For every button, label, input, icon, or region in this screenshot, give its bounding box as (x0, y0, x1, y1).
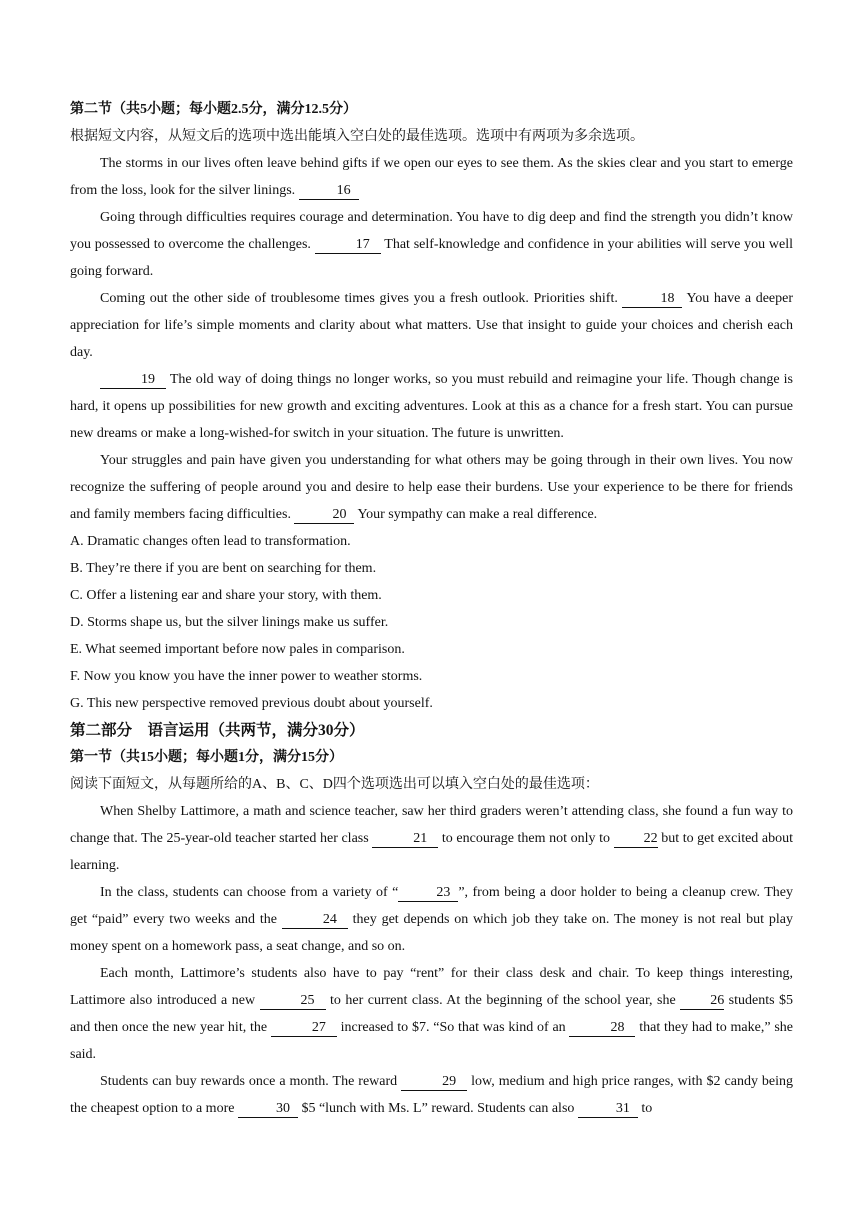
blank-26[interactable]: 26 (680, 992, 724, 1010)
option-e: E. What seemed important before now pales in comparison. (70, 642, 405, 657)
cloze-instruction: 阅读下面短文，从每题所给的A、B、C、D四个选项选出可以填入空白处的最佳选项： (70, 777, 599, 792)
blank-18[interactable]: 18 (622, 290, 682, 308)
paragraph-text: to her current class. At the beginning of the school year, she (330, 993, 676, 1008)
paragraph-text: In the class, students can choose from a variety of “ (100, 885, 399, 900)
paragraph-text: The old way of doing things no longer works, so you must rebuild and reimagine your life. Though change is hard, it opens up possibilities for new growth and exciting adventures. Look at this as a chance for a fresh start. You can pursue new dreams or make a long-wished-for switch in your situation. The future is unwritten. (70, 372, 794, 441)
paragraph-text: That self-knowledge and confidence in your abilities will serve you well going forward. (70, 237, 794, 279)
section-heading: 第二节（共5小题；每小题2.5分，满分12.5分） (70, 102, 357, 117)
blank-16[interactable]: 16 (299, 182, 359, 200)
cloze-paragraph-2 (70, 879, 793, 960)
passage-paragraph-4 (70, 366, 793, 447)
blank-24[interactable]: 24 (282, 911, 348, 929)
cloze-paragraph-4 (70, 1068, 793, 1122)
blank-28[interactable]: 28 (569, 1019, 635, 1037)
passage-paragraph-1 (70, 150, 793, 204)
paragraph-text: ”, from being a door holder to being a cleanup crew. They get “paid” every two weeks and the (70, 885, 793, 927)
blank-27[interactable]: 27 (271, 1019, 337, 1037)
part-heading: 第二部分 语言运用（共两节，满分30分） (70, 722, 365, 739)
blank-23[interactable]: 23 (398, 884, 458, 902)
document-page (70, 96, 793, 1122)
paragraph-text: When Shelby Lattimore, a math and science teacher, saw her third graders weren’t attending class, she found a fun way to change that. The 25-year-old teacher started her class (70, 804, 793, 846)
blank-22[interactable]: 22 (614, 830, 658, 848)
blank-25[interactable]: 25 (260, 992, 326, 1010)
paragraph-text: You have a deeper appreciation for life’s simple moments and clarity about what matters. Use that insight to guide your choices and cherish each day. (70, 291, 794, 360)
subsection-heading: 第一节（共15小题；每小题1分，满分15分） (70, 750, 343, 765)
blank-30[interactable]: 30 (238, 1100, 298, 1118)
paragraph-text: increased to $7. “So that was kind of an (340, 1020, 566, 1035)
blank-29[interactable]: 29 (401, 1073, 467, 1091)
option-b: B. They’re there if you are bent on searching for them. (70, 561, 377, 576)
paragraph-text: The storms in our lives often leave behind gifts if we open our eyes to see them. As the skies clear and you start to emerge from the loss, look for the silver linings. (70, 156, 793, 198)
cloze-paragraph-1 (70, 798, 793, 879)
paragraph-text: but to get excited about learning. (70, 831, 794, 873)
paragraph-text: Students can buy rewards once a month. The reward (100, 1074, 398, 1089)
cloze-paragraph-3 (70, 960, 793, 1068)
passage-paragraph-5 (70, 447, 793, 528)
section-instruction: 根据短文内容，从短文后的选项中选出能填入空白处的最佳选项。选项中有两项为多余选项。 (70, 129, 644, 144)
paragraph-text: to encourage them not only to (441, 831, 610, 846)
option-d: D. Storms shape us, but the silver linings make us suffer. (70, 615, 389, 630)
blank-20[interactable]: 20 (294, 506, 354, 524)
paragraph-text: low, medium and high price ranges, with $2 candy being the cheapest option to a more (70, 1074, 794, 1116)
blank-21[interactable]: 21 (372, 830, 438, 848)
paragraph-text: that they had to make,” she said. (70, 1020, 793, 1062)
paragraph-text: $5 “lunch with Ms. L” reward. Students can also (301, 1101, 575, 1116)
paragraph-text: Coming out the other side of troublesome times gives you a fresh outlook. Priorities shift. (100, 291, 618, 306)
passage-paragraph-3 (70, 285, 793, 366)
option-g: G. This new perspective removed previous doubt about yourself. (70, 696, 433, 711)
blank-31[interactable]: 31 (578, 1100, 638, 1118)
paragraph-text: Your struggles and pain have given you understanding for what others may be going through in their own lives. You now recognize the suffering of people around you and desire to help ease their burdens. Use your experience to be there for friends and family members facing difficulties. (70, 453, 793, 522)
blank-17[interactable]: 17 (315, 236, 381, 254)
option-c: C. Offer a listening ear and share your story, with them. (70, 588, 382, 603)
paragraph-text: to (641, 1101, 653, 1116)
paragraph-text: Each month, Lattimore’s students also have to pay “rent” for their class desk and chair. To keep things interesting, Lattimore also introduced a new (70, 966, 793, 1008)
blank-19[interactable]: 19 (100, 371, 166, 389)
passage-paragraph-2 (70, 204, 793, 285)
option-a: A. Dramatic changes often lead to transformation. (70, 534, 351, 549)
paragraph-text: students $5 and then once the new year hit, the (70, 993, 794, 1035)
paragraph-text: Going through difficulties requires courage and determination. You have to dig deep and find the strength you didn’t know you possessed to overcome the challenges. (70, 210, 793, 252)
option-f: F. Now you know you have the inner power to weather storms. (70, 669, 423, 684)
paragraph-text: Your sympathy can make a real difference. (357, 507, 598, 522)
paragraph-text: they get depends on which job they take on. The money is not real but play money spent on a homework pass, a seat change, and so on. (70, 912, 793, 954)
